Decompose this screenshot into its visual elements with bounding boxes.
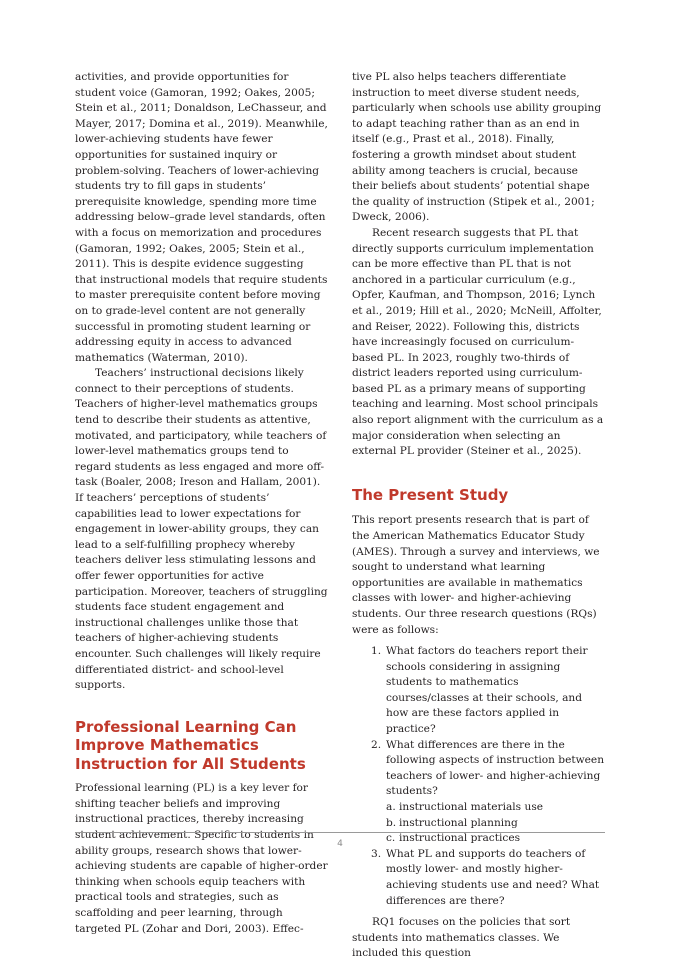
list-number: 1. — [371, 645, 382, 658]
list-item-text: What differences are there in the following aspects of instruction between teachers of lower- and higher-achieving students? — [386, 738, 605, 798]
list-item-text: What factors do teachers report their schools considering in assigning students to mathematics courses/classes at their schools, and how are these factors applied in practice? — [386, 645, 588, 736]
sub-list-text: instructional practices — [399, 832, 521, 845]
list-item-text: What PL and supports do teachers of mostly lower- and mostly higher-achieving students use and need? What differences are there? — [386, 847, 600, 907]
list-item — [352, 847, 605, 909]
sub-list-letter: a. — [386, 801, 396, 814]
body-paragraph: Teachers’ instructional decisions likely connect to their perceptions of students. Teachers of higher-level mathematics groups tend to describe their students as attentive, motivated, and participatory, while teachers of lower-level mathematics groups tend to regard students as less engaged and more off-task (Boaler, 2008; Ireson and Hallam, 2001). If teachers’ perceptions of students’ capabilities lead to lower expectations for engagement in lower-ability groups, they can lead to a self-fulfilling prophecy whereby teachers deliver less stimulating lessons and offer fewer opportunities for active participation. Moreover, teachers of struggling students face student engagement and instructional challenges unlike those that teachers of higher-achieving students encounter. Such challenges will likely require differentiated district- and school-level supports. — [75, 367, 328, 692]
list-item — [352, 738, 605, 847]
body-paragraph: Professional learning (PL) is a key lever for shifting teacher beliefs and improving instructional practices, thereby increasing student achievement. Specific to students in ability groups, research shows that lower-achieving students are capable of higher-order thinking when schools equip teachers with practical tools and strategies, such as scaffolding and peer learning, through targeted PL (Zohar and Dori, 2003). Effec- — [75, 782, 328, 935]
sub-list-letter: c. — [386, 832, 396, 845]
sub-list-text: instructional materials use — [399, 801, 544, 814]
sub-list-letter: b. — [386, 816, 397, 829]
research-questions-list — [352, 644, 605, 909]
list-number: 2. — [371, 738, 382, 751]
body-paragraph: RQ1 focuses on the policies that sort students into mathematics classes. We included this question — [352, 916, 571, 960]
right-column — [352, 70, 605, 962]
body-paragraph: Recent research suggests that PL that directly supports curriculum implementation can be more effective than PL that is not anchored in a particular curriculum (e.g., Opfer, Kaufman, and Thompson, 2016; Lynch et al., 2019; Hill et al., 2020; McNeill, Affolter, and Reiser, 2022). Following this, districts have increasingly focused on curriculum-based PL. In 2023, roughly two-thirds of district leaders reported using curriculum-based PL as a primary means of supporting teaching and learning. Most school principals also report alignment with the curriculum as a major consideration when selecting an external PL provider (Steiner et al., 2025). — [352, 226, 604, 458]
section-heading-professional-learning: Professional Learning Can Improve Mathematics Instruction for All Students — [75, 717, 306, 773]
sub-list-item — [386, 800, 605, 816]
body-paragraph: This report presents research that is part of the American Mathematics Educator Study (AMES). Through a survey and interviews, we sought to understand what learning opportunities are available in mathematics classes with lower- and higher-achieving students. Our three research questions (RQs) were as follows: — [352, 514, 600, 636]
sub-list-text: instructional planning — [399, 816, 518, 829]
sub-list-item — [386, 816, 605, 832]
list-number: 3. — [371, 847, 382, 860]
body-paragraph: activities, and provide opportunities for student voice (Gamoran, 1992; Oakes, 2005; Stein et al., 2011; Donaldson, LeChasseur, and Mayer, 2017; Domina et al., 2019). Meanwhile, lower-achieving students have fewer opportunities for sustained inquiry or problem-solving. Teachers of lower-achieving students try to fill gaps in students’ prerequisite knowledge, spending more time addressing below–grade level standards, often with a focus on memorization and procedures (Gamoran, 1992; Oakes, 2005; Stein et al., 2011). This is despite evidence suggesting that instructional models that require students to master prerequisite content before moving on to grade-level content are not generally successful in promoting student learning or addressing equity in access to advanced mathematics (Waterman, 2010). — [75, 71, 328, 364]
body-paragraph: tive PL also helps teachers differentiate instruction to meet diverse student needs, particularly when schools use ability grouping to adapt teaching rather than as an end in itself (e.g., Prast et al., 2018). Finally, fostering a growth mindset about student ability among teachers is crucial, because their beliefs about students’ potential shape the quality of instruction (Stipek et al., 2001; Dweck, 2006). — [352, 71, 602, 224]
list-item — [352, 644, 605, 738]
page-number: 4 — [337, 839, 343, 849]
left-column — [75, 70, 328, 937]
footer-divider — [75, 832, 605, 833]
section-heading-present-study: The Present Study — [352, 485, 509, 504]
